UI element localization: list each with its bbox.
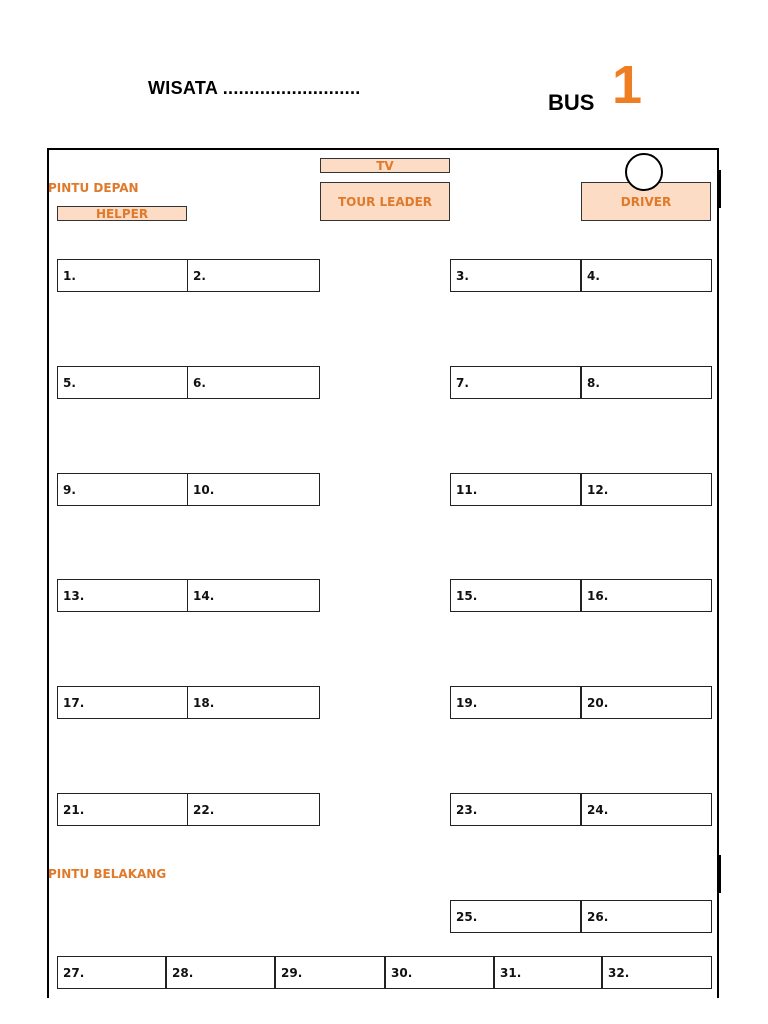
seat-14: 14.	[187, 579, 320, 612]
seat-28: 28.	[166, 956, 275, 989]
seat-16: 16.	[581, 579, 712, 612]
seat-15: 15.	[450, 579, 581, 612]
seat-10: 10.	[187, 473, 320, 506]
seat-7: 7.	[450, 366, 581, 399]
seat-32: 32.	[602, 956, 712, 989]
seat-19: 19.	[450, 686, 581, 719]
seat-4: 4.	[581, 259, 712, 292]
seat-12: 12.	[581, 473, 712, 506]
seat-24: 24.	[581, 793, 712, 826]
seat-1: 1.	[57, 259, 188, 292]
seat-18: 18.	[187, 686, 320, 719]
trip-title: WISATA ..........................	[148, 78, 361, 98]
seat-31: 31.	[494, 956, 602, 989]
driver-seat: DRIVER	[581, 182, 711, 221]
seat-23: 23.	[450, 793, 581, 826]
front-door-label: PINTU DEPAN	[48, 181, 139, 195]
rear-door-label: PINTU BELAKANG	[48, 867, 167, 881]
seat-3: 3.	[450, 259, 581, 292]
outline-tick	[719, 855, 721, 893]
bus-number: 1	[612, 55, 643, 115]
seat-22: 22.	[187, 793, 320, 826]
seat-9: 9.	[57, 473, 188, 506]
tv-label: TV	[320, 158, 450, 173]
seat-6: 6.	[187, 366, 320, 399]
seat-29: 29.	[275, 956, 385, 989]
seat-13: 13.	[57, 579, 188, 612]
helper-seat: HELPER	[57, 206, 187, 221]
bus-label: BUS	[548, 90, 595, 115]
tour-leader-seat: TOUR LEADER	[320, 182, 450, 221]
seat-17: 17.	[57, 686, 188, 719]
steering-wheel-icon	[625, 153, 663, 191]
seat-30: 30.	[385, 956, 494, 989]
seat-20: 20.	[581, 686, 712, 719]
seat-11: 11.	[450, 473, 581, 506]
seat-8: 8.	[581, 366, 712, 399]
seat-25: 25.	[450, 900, 581, 933]
seat-2: 2.	[187, 259, 320, 292]
seat-26: 26.	[581, 900, 712, 933]
seat-5: 5.	[57, 366, 188, 399]
outline-tick	[719, 170, 721, 208]
seat-21: 21.	[57, 793, 188, 826]
seat-27: 27.	[57, 956, 166, 989]
